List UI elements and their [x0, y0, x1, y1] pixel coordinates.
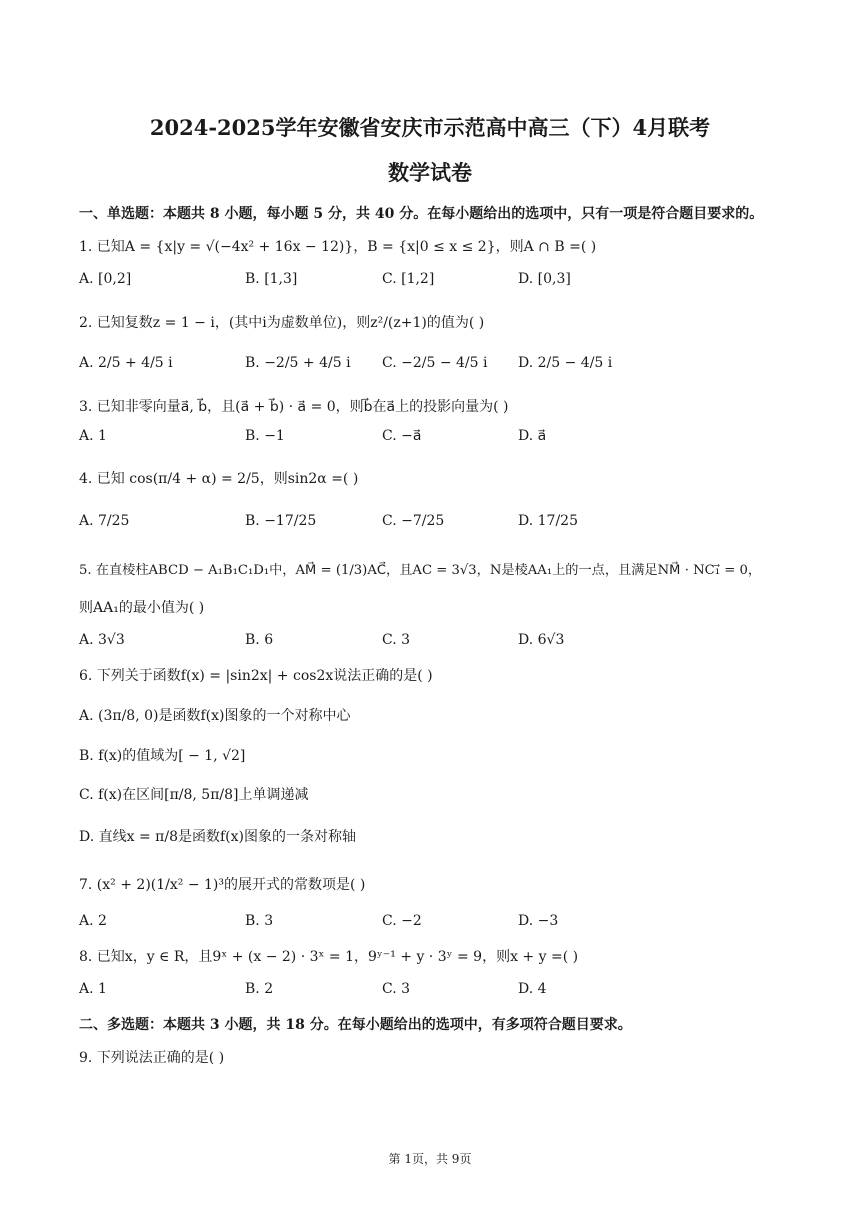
q1-option-c: C. [1,2] [382, 271, 435, 287]
q8-option-a: A. 1 [79, 981, 107, 997]
question-4: 4. 已知 cos(π/4 + α) = 2/5，则sin2α =( ) [79, 471, 359, 487]
q6-option-b: B. f(x)的值域为[ − 1, √2] [79, 748, 246, 764]
q6-option-d: D. 直线x = π/8是函数f(x)图象的一条对称轴 [79, 829, 356, 845]
q7-option-a: A. 2 [79, 913, 107, 929]
question-5: 5. 在直棱柱ABCD − A₁B₁C₁D₁中，AM⃗ = (1/3)AC⃗，且AC = 3√3，N是棱AA₁上的一点，且满足NM⃗ · NC₁⃗ = 0， [79, 563, 762, 578]
q1-option-b: B. [1,3] [245, 271, 298, 287]
question-1: 1. 已知A = {x|y = √(−4x² + 16x − 12)}，B = {x|0 ≤ x ≤ 2}，则A ∩ B =( ) [79, 239, 597, 255]
q2-option-a: A. 2/5 + 4/5 i [79, 355, 173, 371]
q5-option-a: A. 3√3 [79, 632, 125, 648]
question-3: 3. 已知非零向量a⃗, b⃗，且(a⃗ + b⃗) · a⃗ = 0，则b⃗在a⃗上的投影向量为( ) [79, 399, 509, 415]
question-5-continued: 则AA₁的最小值为( ) [79, 600, 205, 616]
exam-title: 2024-2025学年安徽省安庆市示范高中高三（下）4月联考 [149, 115, 711, 140]
q1-option-d: D. [0,3] [518, 271, 571, 287]
question-9: 9. 下列说法正确的是( ) [79, 1050, 225, 1066]
q4-option-a: A. 7/25 [79, 513, 130, 529]
q5-option-c: C. 3 [382, 632, 411, 648]
q5-option-d: D. 6√3 [518, 632, 565, 648]
question-7: 7. (x² + 2)(1/x² − 1)³的展开式的常数项是( ) [79, 877, 366, 893]
q5-option-b: B. 6 [245, 632, 274, 648]
q7-option-b: B. 3 [245, 913, 274, 929]
exam-subtitle: 数学试卷 [388, 160, 472, 185]
q6-option-a: A. (3π/8, 0)是函数f(x)图象的一个对称中心 [79, 708, 351, 724]
q8-option-c: C. 3 [382, 981, 411, 997]
section-heading-multiple-choice: 二、多选题：本题共 3 小题，共 18 分。在每小题给出的选项中，有多项符合题目要求。 [79, 1017, 632, 1033]
q8-option-d: D. 4 [518, 981, 547, 997]
q7-option-c: C. −2 [382, 913, 422, 929]
q3-option-c: C. −a⃗ [382, 428, 422, 444]
q3-option-b: B. −1 [245, 428, 285, 444]
q6-option-c: C. f(x)在区间[π/8, 5π/8]上单调递减 [79, 787, 309, 803]
question-2: 2. 已知复数z = 1 − i，(其中i为虚数单位)，则z²/(z+1)的值为( ) [79, 315, 485, 331]
q8-option-b: B. 2 [245, 981, 274, 997]
page-footer: 第 1页，共 9页 [388, 1152, 472, 1166]
q4-option-c: C. −7/25 [382, 513, 445, 529]
q4-option-d: D. 17/25 [518, 513, 578, 529]
question-8: 8. 已知x，y ∈ R，且9ˣ + (x − 2) · 3ˣ = 1，9ʸ⁻¹ + y · 3ʸ = 9，则x + y =( ) [79, 949, 579, 965]
q7-option-d: D. −3 [518, 913, 559, 929]
q3-option-d: D. a⃗ [518, 428, 547, 444]
question-6: 6. 下列关于函数f(x) = |sin2x| + cos2x说法正确的是( ) [79, 668, 433, 684]
q3-option-a: A. 1 [79, 428, 107, 444]
section-heading-single-choice: 一、单选题：本题共 8 小题，每小题 5 分，共 40 分。在每小题给出的选项中，只有一项是符合题目要求的。 [79, 206, 764, 222]
q2-option-d: D. 2/5 − 4/5 i [518, 355, 613, 371]
q4-option-b: B. −17/25 [245, 513, 317, 529]
q2-option-b: B. −2/5 + 4/5 i [245, 355, 351, 371]
q1-option-a: A. [0,2] [79, 271, 132, 287]
q2-option-c: C. −2/5 − 4/5 i [382, 355, 488, 371]
